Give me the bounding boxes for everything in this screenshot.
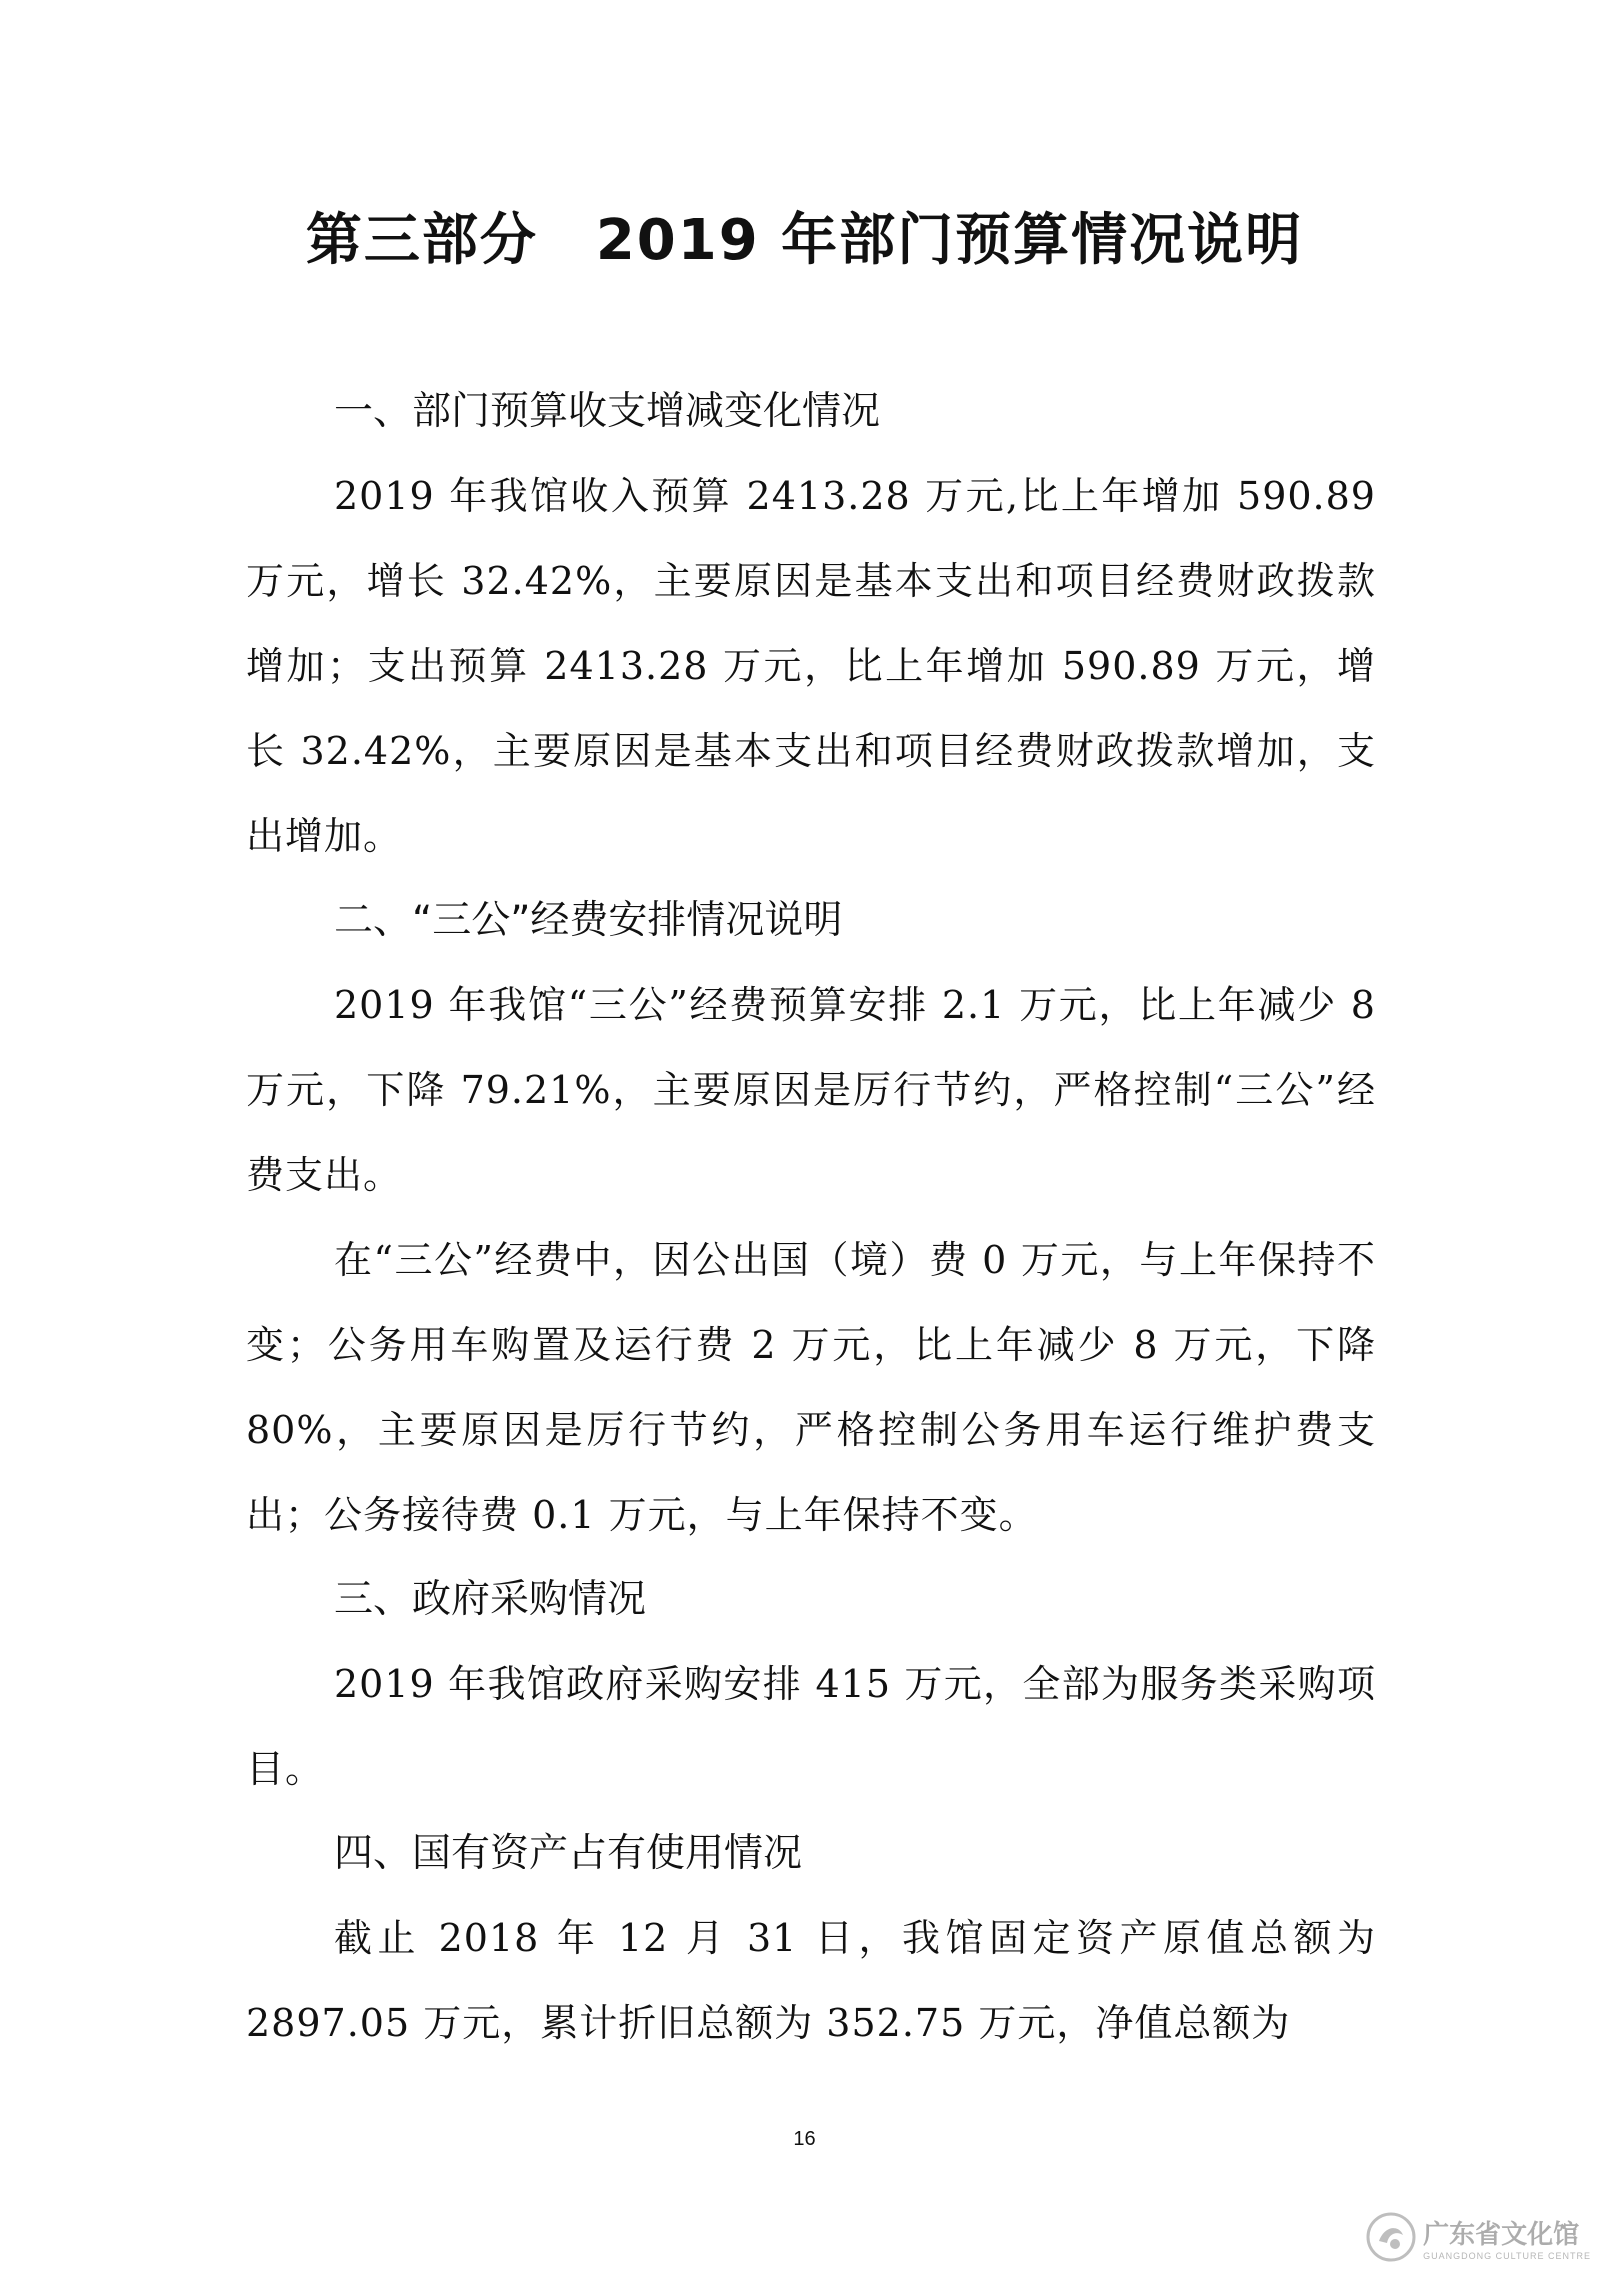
paragraph-three-public-detail: 在“三公”经费中，因公出国（境）费 0 万元，与上年保持不变；公务用车购置及运行费 2 万元，比上年减少 8 万元，下降 80%，主要原因是厉行节约，严格控制公务用车运行维护费支出；公务接待费 0.1 万元，与上年保持不变。 — [246, 1238, 1376, 1537]
section-heading-three-public: 二、“三公”经费安排情况说明 — [334, 898, 843, 943]
watermark-name-en: GUANGDONG CULTURE CENTRE — [1423, 2250, 1591, 2261]
watermark-name-cn: 广东省文化馆 — [1423, 2219, 1580, 2250]
page-number: 16 — [793, 2128, 816, 2150]
watermark-text — [1423, 2214, 1591, 2261]
page-title: 第三部分 2019 年部门预算情况说明 — [305, 208, 1304, 273]
section-heading-procurement: 三、政府采购情况 — [334, 1577, 647, 1622]
paragraph-state-assets: 截止 2018 年 12 月 31 日，我馆固定资产原值总额为 2897.05 万元，累计折旧总额为 352.75 万元，净值总额为 — [246, 1916, 1376, 2045]
watermark — [1365, 2211, 1591, 2263]
document-body — [246, 370, 1376, 2066]
paragraph-budget-change: 2019 年我馆收入预算 2413.28 万元,比上年增加 590.89 万元，增长 32.42%，主要原因是基本支出和项目经费财政拨款增加；支出预算 2413.28 万元，比上年增加 590.89 万元，增长 32.42%，主要原因是基本支出和项目经费财政拨款增加，支出增加。 — [246, 474, 1376, 858]
paragraph-procurement: 2019 年我馆政府采购安排 415 万元，全部为服务类采购项目。 — [246, 1662, 1376, 1791]
section-heading-budget-change: 一、部门预算收支增减变化情况 — [334, 389, 881, 434]
culture-centre-logo-icon — [1365, 2211, 1417, 2263]
section-heading-state-assets: 四、国有资产占有使用情况 — [334, 1831, 803, 1876]
paragraph-three-public-summary: 2019 年我馆“三公”经费预算安排 2.1 万元，比上年减少 8 万元，下降 79.21%，主要原因是厉行节约，严格控制“三公”经费支出。 — [246, 983, 1376, 1197]
